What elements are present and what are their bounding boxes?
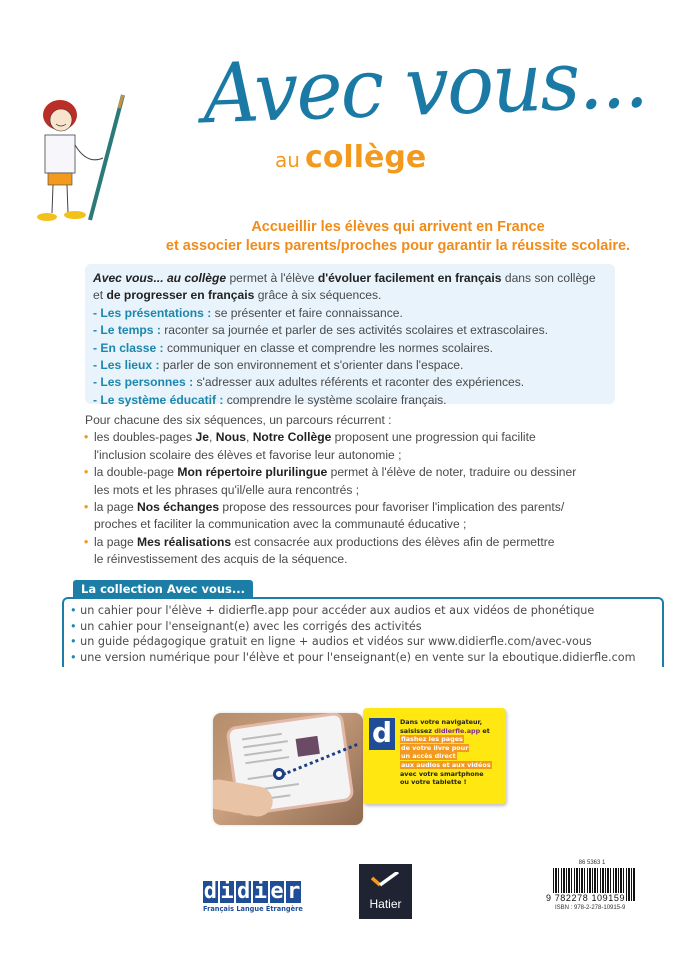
promo-line: avec votre smartphone <box>400 769 484 778</box>
didier-wordmark: d i d i e r <box>203 879 301 904</box>
sequence-title: Les lieux : <box>100 358 160 373</box>
item-continuation: les mots et les phrases qu'il/elle aura rencontrés ; <box>94 482 360 497</box>
intro-text: dans son collège et <box>93 271 596 303</box>
collection-item <box>70 634 656 650</box>
intro-text: permet à l'élève <box>226 271 318 285</box>
parcours-item <box>85 534 675 569</box>
sequence-title: Le temps : <box>100 323 161 338</box>
sequence-item: - Les présentations : se présenter et faire connaissance. <box>93 305 403 320</box>
collection-item-text: un guide pédagogique gratuit en ligne + audios et vidéos sur www.didierfle.com/avec-vous <box>80 635 592 649</box>
barcode-code: 86 5363 1 <box>578 860 606 866</box>
isbn: ISBN : 978-2-278-10915-9 <box>555 905 626 911</box>
barcode <box>545 860 645 911</box>
promo-line: Dans votre navigateur, <box>400 718 483 726</box>
bullet-icon: • <box>70 635 81 649</box>
sequence-item: - En classe : communiquer en classe et comprendre les normes scolaires. <box>93 340 493 355</box>
subtitle-prefix: au <box>275 148 300 172</box>
item-text: propose des ressources pour favoriser l'implication des parents/ <box>219 500 565 515</box>
didier-tagline: Français Langue Étrangère <box>203 905 303 913</box>
collection-item <box>70 650 656 666</box>
item-text: proposent une progression qui facilite <box>331 430 536 445</box>
collection-item <box>70 603 656 619</box>
sequence-item: - Les personnes : s'adresser aux adultes référents et raconter des expériences. <box>93 375 525 390</box>
promo-line: saisissez didierfle.app et <box>400 726 490 735</box>
didier-app-logo-icon: d <box>369 718 395 750</box>
book-title: Avec vous... au collège <box>93 271 227 285</box>
sequence-title: Les personnes : <box>100 375 194 390</box>
collection-title: La collection Avec vous... <box>73 580 253 598</box>
item-bold: Mes réalisations <box>137 534 232 549</box>
parcours-item <box>85 464 675 499</box>
tagline-line-2: et associer leurs parents/proches pour garantir la réussite scolaire. <box>165 238 631 254</box>
item-text: la page <box>94 500 138 515</box>
promo-highlight: aux audios et aux vidéos <box>401 760 491 769</box>
promo-text <box>400 718 505 787</box>
collection-box <box>62 597 664 667</box>
intro-paragraph <box>93 270 607 305</box>
collection-item-text: un cahier pour l'élève + didierfle.app pour accéder aux audios et aux vidéos de phonétique <box>80 604 595 617</box>
sequence-item: - Le système éducatif : comprendre le système scolaire français. <box>93 392 447 407</box>
sequence-desc: comprendre le système scolaire français. <box>223 392 447 407</box>
collection-item-text: une version numérique pour l'élève et pour l'enseignant(e) en vente sur la eboutique.didierfle.com <box>80 651 636 665</box>
hatier-logo <box>359 864 412 919</box>
barcode-digits: 9 782278 109159 <box>546 893 626 903</box>
collection-logo-title: Avec vous... <box>201 31 648 143</box>
promo-line: ou votre tablette ! <box>400 778 467 787</box>
item-bold: Nous <box>215 430 246 445</box>
sequence-title: Les présentations : <box>100 305 212 320</box>
sequence-desc: communiquer en classe et comprendre les normes scolaires. <box>163 340 493 355</box>
collection-item <box>70 619 656 635</box>
intro-bold: de progresser en français <box>106 288 255 303</box>
tagline <box>0 218 700 256</box>
parcours-heading: Pour chacune des six séquences, un parcours récurrent : <box>85 413 392 427</box>
app-url-link[interactable]: didierfle.app <box>434 726 481 735</box>
item-bold: Je <box>195 430 209 445</box>
hatier-wordmark: Hatier <box>369 897 402 911</box>
app-promo <box>213 703 503 828</box>
sequence-desc: parler de son environnement et s'orienter dans l'espace. <box>159 358 464 373</box>
sequence-desc: se présenter et faire connaissance. <box>211 305 403 320</box>
sequence-desc: s'adresser aux adultes référents et raconter des expériences. <box>193 375 525 390</box>
subtitle-college: collège <box>305 140 427 175</box>
item-text: , <box>245 430 253 445</box>
sequence-item: - Le temps : raconter sa journée et parler de ses activités scolaires et extrascolaires. <box>93 323 549 338</box>
item-text: la double-page <box>94 465 178 480</box>
bullet-icon: • <box>84 465 89 480</box>
item-text: les doubles-pages <box>94 430 196 445</box>
item-bold: Notre Collège <box>252 430 332 445</box>
tagline-line-1: Accueillir les élèves qui arrivent en France <box>251 219 545 235</box>
intro-text: grâce à six séquences. <box>254 288 382 303</box>
parcours-section <box>85 412 675 569</box>
item-text: la page <box>94 534 138 549</box>
scan-target-icon <box>273 768 285 780</box>
bullet-icon: • <box>84 534 89 549</box>
item-bold: Mon répertoire plurilingue <box>177 465 328 480</box>
promo-highlight: flashez les pages <box>401 735 463 744</box>
bullet-icon: • <box>84 430 89 445</box>
sequence-item: - Les lieux : parler de son environnement et s'orienter dans l'espace. <box>93 358 464 373</box>
item-text: permet à l'élève de noter, traduire ou dessiner <box>327 465 577 480</box>
item-text: , <box>208 430 216 445</box>
bullet-icon: • <box>70 651 81 665</box>
promo-card <box>363 708 506 804</box>
item-continuation: proches et faciliter la communication avec la communauté éducative ; <box>94 517 467 532</box>
parcours-item <box>85 429 675 464</box>
item-continuation: le réinvestissement des acquis de la séquence. <box>94 552 348 567</box>
didier-logo <box>203 881 303 921</box>
item-continuation: l'inclusion scolaire des élèves et favorise leur autonomie ; <box>94 447 402 462</box>
phone-photo <box>213 713 363 825</box>
sequence-title: Le système éducatif : <box>100 392 224 407</box>
bullet-icon: • <box>70 604 81 617</box>
bullet-icon: • <box>70 619 81 633</box>
intro-bold: d'évoluer facilement en français <box>317 271 502 285</box>
parcours-item <box>85 499 675 534</box>
sequence-desc: raconter sa journée et parler de ses activités scolaires et extrascolaires. <box>160 323 549 338</box>
item-text: est consacrée aux productions des élèves afin de permettre <box>231 534 555 549</box>
item-bold: Nos échanges <box>137 500 220 515</box>
bullet-icon: • <box>84 500 89 515</box>
collection-item-text: un cahier pour l'enseignant(e) avec les corrigés des activités <box>80 619 422 633</box>
promo-highlight: un accès direct <box>401 752 456 761</box>
collection-logo-subtitle <box>275 140 426 175</box>
mascot-illustration <box>35 90 130 225</box>
intro-box <box>85 264 615 407</box>
checkmark-icon <box>371 872 399 888</box>
sequence-title: En classe : <box>100 340 164 355</box>
promo-highlight: de votre livre pour <box>401 743 469 752</box>
